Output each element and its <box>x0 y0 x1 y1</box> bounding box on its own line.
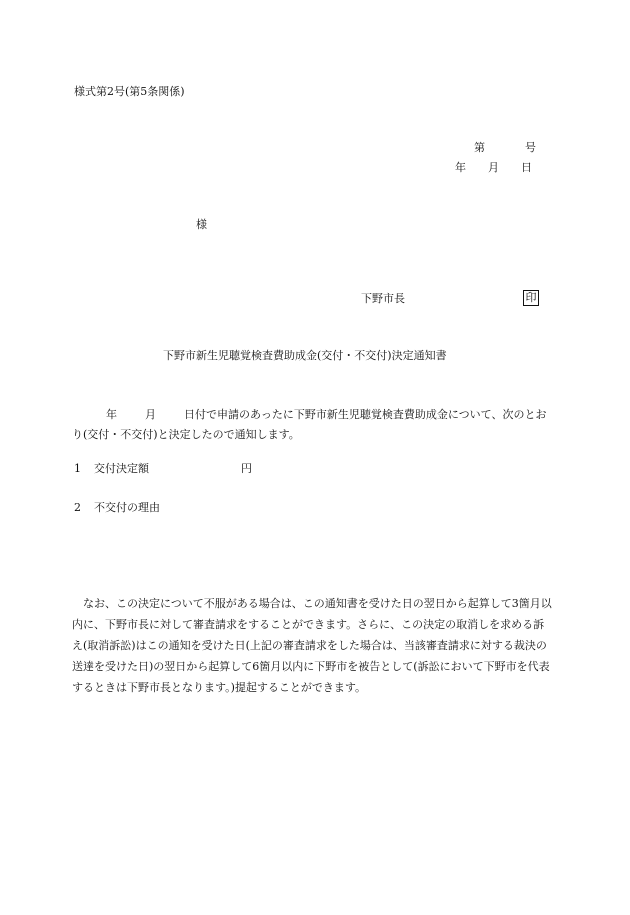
form-id: 様式第2号(第5条関係) <box>74 85 185 98</box>
appeal-notice-text: なお、この決定について不服がある場合は、この通知書を受けた日の翌日から起算して3箇月以内に、下野市長に対して審査請求をすることができます。さらに、この決定の取消しを求める訴え(取消訴訟)はこの通知を受けた日(上記の審査請求をした場合は、当該審査請求に対する裁決の送達を受けた日)の翌日から起算して6箇月以内に下野市を被告として(訴訟において下野市を代表するときは下野市長となります。)提起することができます。 <box>72 597 552 694</box>
item-number: 2 <box>74 501 81 514</box>
item-label: 不交付の理由 <box>94 501 160 514</box>
ref-prefix: 第 <box>474 141 485 154</box>
body-month: 月 <box>145 408 156 421</box>
body-paragraph <box>72 405 554 445</box>
appeal-notice <box>72 593 554 698</box>
date-year: 年 <box>455 161 466 174</box>
body-year: 年 <box>106 408 117 421</box>
addressee-honorific: 様 <box>196 218 207 231</box>
reference-number <box>474 141 536 155</box>
item-grant-amount <box>74 462 252 476</box>
date-month: 月 <box>488 161 499 174</box>
issuer-name: 下野市長 <box>361 292 405 305</box>
document-title: 下野市新生児聴覚検査費助成金(交付・不交付)決定通知書 <box>163 349 447 362</box>
date-day: 日 <box>521 161 532 174</box>
seal-mark: 印 <box>523 290 539 306</box>
ref-suffix: 号 <box>525 141 536 154</box>
body-text: 日付で申請のあったに下野市新生児聴覚検査費助成金について、次のとおり(交付・不交付)と決定したので通知します。 <box>72 408 547 441</box>
item-unit: 円 <box>241 462 252 475</box>
issue-date <box>455 161 532 175</box>
item-number: 1 <box>74 462 81 475</box>
item-label: 交付決定額 <box>94 462 149 475</box>
item-nongrant-reason <box>74 501 160 515</box>
